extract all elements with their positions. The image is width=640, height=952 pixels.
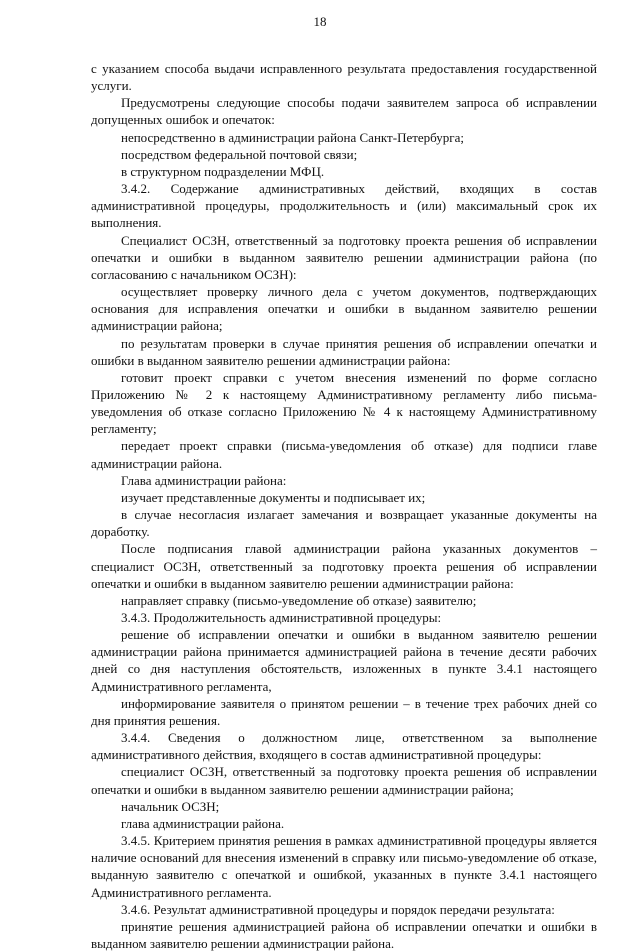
- document-body: [91, 60, 597, 952]
- paragraph: Предусмотрены следующие способы подачи заявителем запроса об исправлении допущенных ошибок и опечаток:: [91, 95, 597, 128]
- paragraph: 3.4.2. Содержание административных действий, входящих в состав административной процедуры, продолжительность и (или) максимальный срок их выполнения.: [91, 181, 597, 231]
- paragraph: решение об исправлении опечатки и ошибки в выданном заявителю решении администрации района принимается администрацией района в течение десяти рабочих дней со дня наступления обстоятельств, изложенных в пункте 3.4.1 настоящего Административного регламента,: [91, 627, 597, 694]
- paragraph: посредством федеральной почтовой связи;: [121, 146, 358, 162]
- paragraph: в структурном подразделении МФЦ.: [121, 163, 325, 179]
- paragraph: информирование заявителя о принятом решении – в течение трех рабочих дней со дня принятия решения.: [91, 695, 597, 728]
- paragraph: непосредственно в администрации района Санкт-Петербурга;: [121, 129, 465, 145]
- paragraph: в случае несогласия излагает замечания и возвращает указанные документы на доработку.: [91, 507, 597, 540]
- paragraph: Специалист ОСЗН, ответственный за подготовку проекта решения об исправлении опечатки и ошибки в выданном заявителю решении администрации района (по согласованию с начальником ОСЗН):: [91, 232, 597, 282]
- paragraph: 3.4.6. Результат административной процедуры и порядок передачи результата:: [121, 901, 555, 917]
- paragraph: направляет справку (письмо-уведомление об отказе) заявителю;: [121, 592, 477, 608]
- paragraph: передает проект справки (письма-уведомления об отказе) для подписи главе администрации района.: [91, 438, 597, 471]
- paragraph: изучает представленные документы и подписывает их;: [121, 489, 426, 505]
- paragraph: специалист ОСЗН, ответственный за подготовку проекта решения об исправлении опечатки и ошибки в выданном заявителю решении администрации района;: [91, 764, 597, 797]
- paragraph: принятие решения администрацией района об исправлении опечатки и ошибки в выданном заявителю решении администрации района.: [91, 918, 597, 951]
- paragraph: глава администрации района.: [121, 815, 285, 831]
- paragraph: по результатам проверки в случае принятия решения об исправлении опечатки и ошибки в выданном заявителю решении администрации района:: [91, 335, 597, 368]
- paragraph: После подписания главой администрации района указанных документов – специалист ОСЗН, ответственный за подготовку проекта решения об исправлении опечатки и ошибки в выданном заявителю решении администрации района:: [91, 541, 597, 591]
- paragraph: 3.4.3. Продолжительность административной процедуры:: [121, 610, 442, 625]
- paragraph: с указанием способа выдачи исправленного результата предоставления государственной услуги.: [91, 61, 597, 94]
- page-number: 18: [313, 14, 327, 29]
- paragraph: 3.4.5. Критерием принятия решения в рамках административной процедуры является наличие оснований для внесения изменений в справку или письмо-уведомление об отказе, выданную заявителю с опечаткой и ошибкой, указанных в пункте 3.4.1 настоящего Административного регламента.: [91, 833, 597, 900]
- paragraph: Глава администрации района:: [121, 472, 287, 488]
- paragraph: 3.4.4. Сведения о должностном лице, ответственном за выполнение административного действия, входящего в состав административной процедуры:: [91, 730, 597, 763]
- paragraph: начальник ОСЗН;: [121, 798, 220, 814]
- paragraph: осуществляет проверку личного дела с учетом документов, подтверждающих основания для исправления опечатки и ошибки в выданном заявителю решении администрации района;: [91, 284, 597, 334]
- paragraph: готовит проект справки с учетом внесения изменений по форме согласно Приложению № 2 к настоящему Административному регламенту либо письма-уведомления об отказе согласно Приложению № 4 к настоящему Административному регламенту;: [91, 369, 597, 437]
